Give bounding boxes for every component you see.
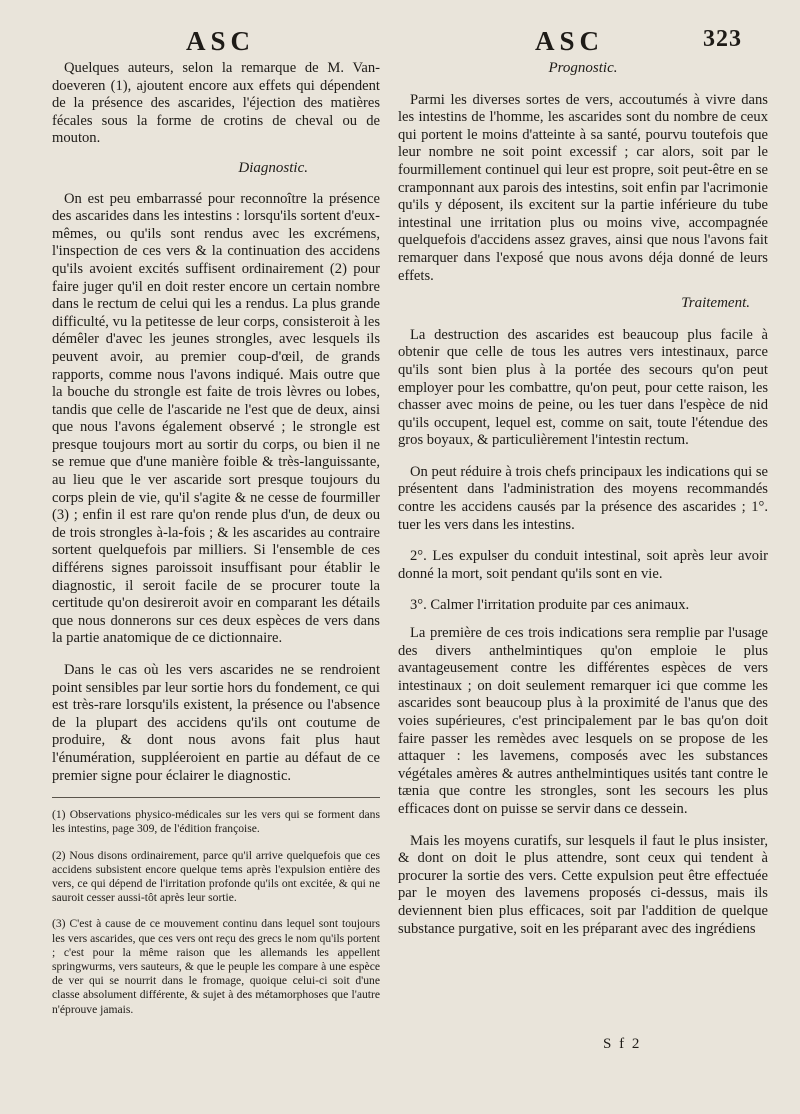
prognostic-heading: Prognostic.	[548, 60, 618, 76]
right-column	[398, 60, 768, 938]
traitement-paragraph-4: 3°. Calmer l'irritation produite par ces animaux.	[410, 597, 690, 614]
diagnostic-paragraph-2: Dans le cas où les vers ascarides ne se rendroient point sensibles par leur sortie hors du fondement, ce qui est très-rare lorsqu'ils existent, la présence ou l'absence de la plupart des accidens qu'ils ont coutume de produire, & dont nous avons fait plus haut l'énumération, suppléeroient en partie au défaut de ce premier signe pour éclairer le diagnostic.	[52, 662, 380, 784]
page-number: 323	[703, 26, 742, 52]
left-column	[52, 60, 380, 1029]
traitement-paragraph-2: On peut réduire à trois chefs principaux les indications qui se présentent dans l'administration des moyens recommandés contre les accidens causés par la présence des ascarides ; 1°. tuer les vers dans les intestins.	[398, 463, 768, 533]
footnote-1: (1) Observations physico-médicales sur les vers qui se forment dans les intestins, page 309, de l'édition françoise.	[52, 808, 380, 836]
footnotes	[52, 808, 380, 1017]
running-header-left: ASC	[186, 26, 256, 56]
traitement-paragraph-5: La première de ces trois indications sera remplie par l'usage des divers anthelmintiques qu'on emploie le plus avantageusement contre les différentes espèces de vers intestinaux ; on doit seulement remarquer ici que comme les ascarides sont beaucoup plus à la proximité de l'anus que des voies supérieures, c'est principalement par le bas qu'on doit faire passer les remèdes avec lesquels on se propose de les attaquer : les lavemens, composés avec les substances végétales amères & autres anthelmintiques usités tant contre le tænia que contre les strongles, sont les secours les plus efficaces dont on puisse se servir dans ce dessein.	[398, 625, 768, 817]
diagnostic-paragraph-1: On est peu embarrassé pour reconnoître la présence des ascarides dans les intestins : lorsqu'ils sortent d'eux-mêmes, ou qu'ils sont rendus avec les excrémens, l'inspection de ces vers & la continuation des accidens qu'ils avoient excités suffisent ordinairement (2) pour faire juger qu'il en doit rester encore un certain nombre dans le rectum de celui qui les a rendus. La plus grande difficulté, vu la petitesse de leur corps, consisteroit à les démêler d'avec les jeunes strongles, avec lesquels ils peuvent avoir, au premier coup-d'œil, de grands rapports, comme nous l'avons indiqué. Mais outre que la bouche du strongle est faite de trois lèvres ou lobes, tandis que celle de l'ascaride ne l'est que de deux, ainsi que nous l'avons également observé ; le strongle est presque toujours mort au sortir du corps, ou bien il ne se remue que d'une manière foible & très-languissante, au lieu que le ver ascaride sort presque toujours du corps plein de vie, qu'il s'agite & ne cesse de fourmiller (3) ; enfin il est rare qu'on rende plus d'un, de deux ou de trois strongles à-la-fois ; & les ascarides au contraire sortent quelquefois par milliers. Si l'ensemble de ces différens signes paroissoit insuffisant pour établir le diagnostic, il seroit facile de se procurer toute la certitude qu'on desireroit avoir en comparant les détails que nous donnerons sur ces deux espèces de vers dans la partie anatomique de ce dictionnaire.	[52, 190, 380, 647]
running-header-right: ASC	[535, 26, 605, 56]
footnote-rule	[52, 797, 380, 798]
intro-paragraph: Quelques auteurs, selon la remarque de M. Van-doeveren (1), ajoutent encore aux effets qui dépendent de la présence des ascarides, l'éjection des matières fécales sous la forme de crotins de cheval ou de mouton.	[52, 60, 380, 147]
signature-mark: S f 2	[603, 1036, 642, 1052]
traitement-heading: Traitement.	[681, 295, 750, 312]
footnote-3: (3) C'est à cause de ce mouvement continu dans lequel sont toujours les vers ascarides, que ces vers ont reçu des grecs le nom qu'ils portent ; c'est pour la même raison que les allemands les appellent springwurms, vers sauteurs, & que le peuple les compare à une espèce de ver qui se nourrit dans le fromage, quoique celui-ci soit d'une classe absolument différente, & sujet à des métamorphoses que l'autre n'éprouve jamais.	[52, 917, 380, 1016]
footnote-2: (2) Nous disons ordinairement, parce qu'il arrive quelquefois que ces accidens subsistent encore quelque tems après l'expulsion entière des vers, ce qui dépend de l'irritation profonde qu'ils ont excitée, & qui ne sauroit cesser aussi-tôt après leur sortie.	[52, 848, 380, 905]
prognostic-paragraph: Parmi les diverses sortes de vers, accoutumés à vivre dans les intestins de l'homme, les ascarides sont du nombre de ceux qui portent le moins d'atteinte à sa santé, pourvu toutefois que leur nombre ne soit point excessif ; car alors, soit par le fourmillement continuel qui leur est propre, soit peut-être en se cramponnant aux parois des intestins, soit enfin par l'acrimonie qu'ils y déposent, ils excitent sur la partie inférieure du tube intestinal une irritation plus ou moins vive, accompagnée quelquefois d'accidens assez graves, ainsi que nous l'avons fait remarquer dans l'exposé que nous avons déja donné de leurs effets.	[398, 91, 768, 284]
traitement-paragraph-1: La destruction des ascarides est beaucoup plus facile à obtenir que celle de tous les autres vers intestinaux, parce qu'ils sont bien plus à la portée des secours qu'on peut employer pour les combattre, qu'on peut, pour cette raison, les chasser avec moins de peine, ou les tuer dans l'espèce de nid qu'ils occupent, lequel est, comme on sait, toute l'étendue des gros boyaux, & particulièrement l'intestin rectum.	[398, 326, 768, 449]
diagnostic-heading: Diagnostic.	[238, 159, 308, 176]
traitement-paragraph-6: Mais les moyens curatifs, sur lesquels il faut le plus insister, & dont on doit le plus attendre, sont ceux qui tendent à procurer la sortie des vers. Cette expulsion peut être effectuée par le moyen des lavemens proposés ci-dessus, mais ils deviennent bien plus efficaces, soit par l'addition de quelque substance purgative, soit en les préparant avec des ingrédiens	[398, 832, 768, 937]
traitement-paragraph-3: 2°. Les expulser du conduit intestinal, soit après leur avoir donné la mort, soit pendant qu'ils sont en vie.	[398, 548, 768, 582]
